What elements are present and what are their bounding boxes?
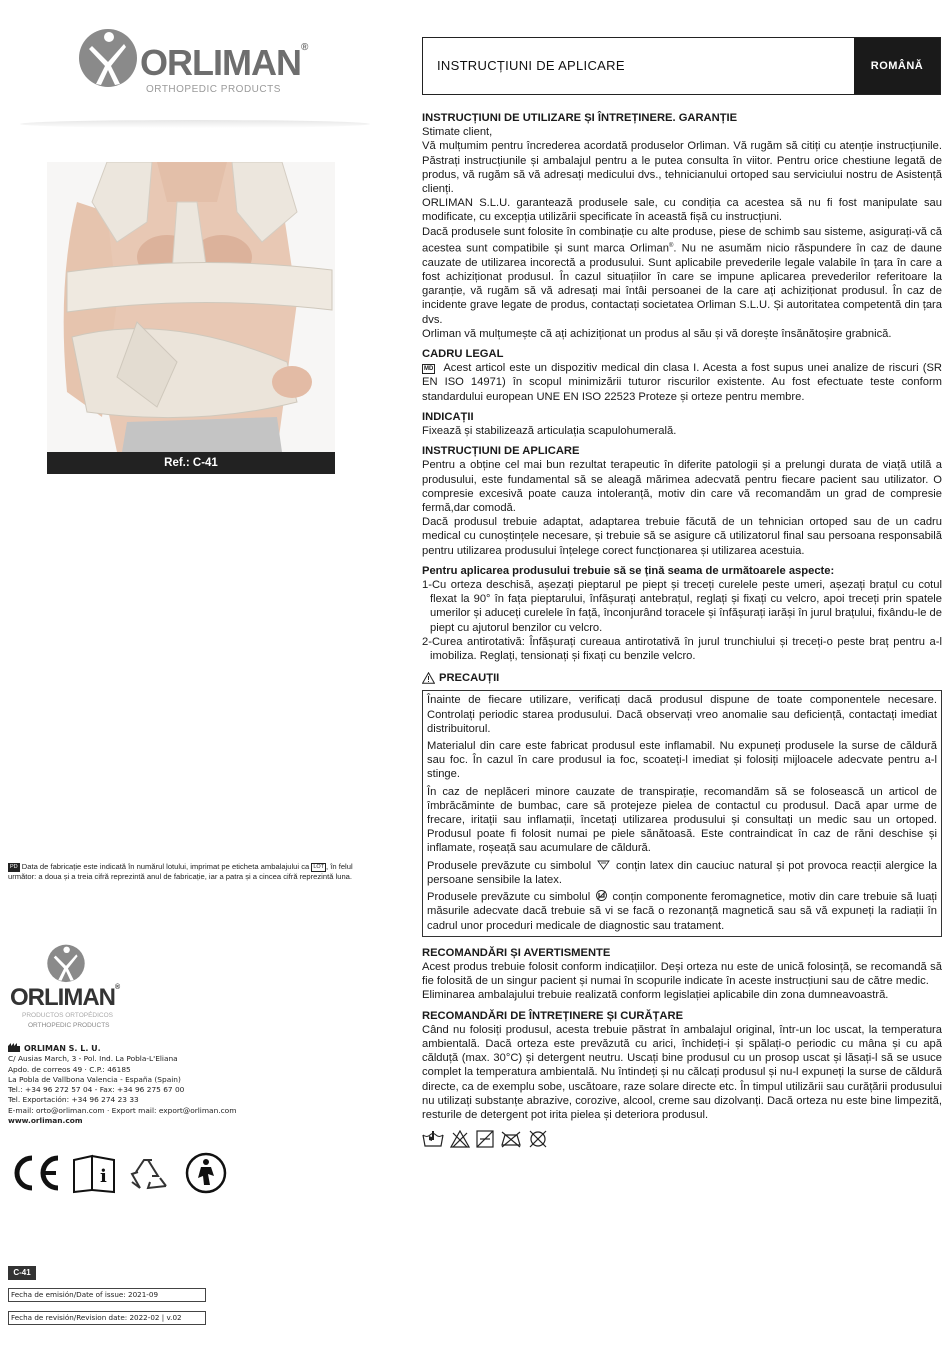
svg-text:i: i [100, 1166, 107, 1187]
no-tumble-dry-icon [476, 1130, 494, 1148]
adaptation-paragraph: Dacă produsul trebuie adaptat, adaptarea trebuie făcută de un tehnician ortoped sau de un cadru medical cu cunoștințele necesare, și trebuie să se asigure că utilizatorul final sau persoana responsabilă pentru utilizarea produsului înțelege corect funcționarea și utilizarea acestuia. [422, 516, 942, 557]
medical-device-icon: MD [424, 366, 434, 373]
care-symbols [422, 1130, 942, 1148]
company-email[interactable]: E-mail: orto@orliman.com · Export mail: export@orliman.com [8, 1105, 237, 1115]
precaution-item: Materialul din care este fabricat produsul este inflamabil. Nu expuneți produsele la surse de căldură sau foc. În cazul în care produsul ia foc, scoateți-l imediat și folosiți mijloacele adecvate pentru a-l stinge. [427, 740, 937, 781]
intro-title: INSTRUCȚIUNI DE UTILIZARE ȘI ÎNTREȚINERE. GARANȚIE [422, 112, 738, 124]
ce-mark-icon [17, 1158, 58, 1188]
manufacture-date-icon: PD [10, 864, 18, 870]
document-header [422, 37, 941, 95]
warning-icon [422, 672, 435, 684]
no-bleach-icon [450, 1130, 470, 1148]
indications-title: INDICAȚII [422, 410, 474, 423]
precautions-box [422, 690, 942, 936]
list-item: 2-Curea antirotativă: Înfășurați cureaua antirotativă în jurul trunchiului și treceți-o peste braț pentru a-l imobiliza. Reglați, tensionați și fixați cu benzile velcro. [422, 635, 942, 663]
product-reference: Ref.: C-41 [47, 452, 335, 474]
thanks-paragraph: Orliman vă mulțumește că ați achiziționat un produs al său și vă dorește însănătoșire grabnică. [422, 327, 892, 340]
no-iron-icon [500, 1130, 522, 1148]
recycle-person-icon [187, 1154, 225, 1192]
disposal-paragraph: Eliminarea ambalajului trebuie realizată conform legislației aplicabile din zona dumneavoastră. [422, 989, 889, 1002]
intro-greeting: Stimate client, [422, 126, 493, 139]
legal-title: CADRU LEGAL [422, 347, 504, 360]
brand-name: ORLIMAN® [140, 42, 308, 83]
brand-name: ORLIMAN® [10, 984, 120, 1011]
issue-date: Fecha de emisión/Date of issue: 2021-09 [8, 1288, 206, 1302]
precautions-title: PRECAUȚII [422, 671, 942, 685]
precaution-item: În caz de neplăceri minore cauzate de transpirație, recomandăm să se folosească un articol de îmbrăcăminte de bumbac, care să protejeze pielea de contactul cu produsul. Dacă apar urme de frecare, iritații sau inflamații, încetați utilizarea produsului și consultați un medic sau un ortoped. Produsul poate fi folosit numai pe piele sănătoasă. Este contraindicat în caz de răni deschise și inflamate, roșeață sau acumulare de căldură. [427, 785, 937, 855]
indications-text: Fixează și stabilizează articulația scapulohumerală. [422, 425, 677, 437]
certification-icons [8, 1152, 228, 1194]
orliman-logo-secondary [8, 944, 138, 1034]
hand-wash-icon [422, 1130, 444, 1148]
fabrication-note: PD Data de fabricație este indicată în numărul lotului, imprimat pe eticheta ambalajului ca LOT , în felul următor: a doua și a treia cifră reprezintă anul de fabricație, iar a patra și a cincea cifră reprezintă luna. [8, 862, 353, 882]
language-badge: ROMÂNĂ [854, 38, 940, 94]
brand-subtitle: ORTHOPEDIC PRODUCTS [146, 84, 281, 95]
precaution-item: Produsele prevăzute cu simbolul conțin componente feromagnetice, motiv din care trebuie să luați măsurile adecvate dacă trebuie să vi se facă o rezonanță magnetică sau să vă expuneți la radiații în cadrul unor proceduri medicale de diagnostic sau tratament. [427, 891, 938, 932]
company-info [8, 1043, 308, 1126]
warranty-paragraph: ORLIMAN S.L.U. garantează produsele sale, cu condiția ca acestea să nu fi fost manipulate sau modificate, cu excepția utilizării specificate în această fișă cu instrucțiuni. [422, 197, 942, 224]
orliman-logo [78, 28, 318, 98]
company-address-line: C/ Ausias March, 3 - Pol. Ind. La Pobla-L'Eliana [8, 1054, 178, 1064]
company-name: ORLIMAN S. L. U. [8, 1043, 308, 1054]
recommendations-paragraph: Acest produs trebuie folosit conform indicațiilor. Deși orteza nu este de unică folosință, se recomandă să fie folosită de un singur pacient și numai în scopurile indicate în aceste instrucțiuni sau de către medic. [422, 960, 942, 988]
list-item: 1-Cu orteza deschisă, așezați pieptarul pe piept și treceți curelele peste umeri, așezați brațul cu cotul flexat la 90° în fața pieptarului, înfășurați antebrațul, reglați și fixați cu velcro, apoi treceți prin spatele umerilor și aduceți curelele în față, înconjurând toracele și înfășurați iarăși în jurul brațului, fixându-le de piept cu ajutorul benzilor cu velcro. [422, 579, 942, 634]
company-export-phone: Tel. Exportación: +34 96 274 23 33 [8, 1095, 139, 1105]
instructions-icon [74, 1156, 114, 1192]
brand-subtitle-es: PRODUCTOS ORTOPÉDICOS [22, 1012, 114, 1019]
divider [20, 120, 370, 128]
steps-title: Pentru aplicarea produsului trebuie să se țină seama de următoarele aspecte: [422, 564, 835, 577]
care-paragraph: Când nu folosiți produsul, acesta trebuie păstrat în ambalajul original, într-un loc uscat, la temperatura ambientală. Dacă orteza este prevăzută cu arici, închideți-i și spălați-o periodic cu mâna și cu apă călduță (max. 30°C) și detergent neutru. Uscați bine produsul cu un prosop uscat și lăsați-l să se usuce complet la temperatura ambientală. Nu întindeți și nu călcați produsul și nu-l expuneți la surse de căldură directe, ca de exemplu sobe, uscătoare, raze solare directe etc. În timpul utilizării sau curățării produsului nu utilizați substanțe abrazive, corozive, alcool, creme sau dizolvanți. Dacă orteza nu este bine limpezită, resturile de detergent pot irita pielea și deteriora produsul. [422, 1023, 942, 1121]
precaution-item: Produsele prevăzute cu simbolul conțin latex din cauciuc natural și pot provoca reacții alergice la persoane sensibile la latex. [427, 859, 938, 886]
application-paragraph: Pentru a obține cel mai bun rezultat terapeutic în diferite patologii și a prelungi durata de viață utilă a produsului, este fundamental să se aleagă mărimea adecvată pentru fiecare pacient sau utilizator. O compresie excesivă poate cauza intoleranță, motiv din care vă recomandăm un grad de compresie fermă,dar comodă. [422, 459, 942, 515]
compatibility-paragraph: Dacă produsele sunt folosite în combinație cu alte produse, piese de schimb sau sisteme, asigurați-vă că acestea sunt compatibile și sunt marca Orliman®. Nu ne asumăm nicio răspundere în caz de daune cauzate de utilizarea incorectă a produsului. Sunt aplicabile prevederile legale valabile în țara în care a fost achiziționat produsul. În cazul situațiilor în care se impune aplicarea prevederilor referitoare la garanție, vă rugăm să vă adresați mai întâi persoanei de la care ați achiziționat produsul. În caz de incidente grave legate de produs, contactați societatea Orliman S.L.U. Și autoritatea competentă din țara dvs. [422, 225, 942, 326]
company-address-line: La Pobla de Vallbona Valencia - España (Spain) [8, 1074, 181, 1084]
company-address-line: Apdo. de correos 49 · C.P.: 46185 [8, 1064, 131, 1074]
application-title: INSTRUCȚIUNI DE APLICARE [422, 445, 580, 458]
no-dry-clean-icon [528, 1130, 548, 1148]
revision-date: Fecha de revisión/Revision date: 2022-02 | v.02 [8, 1311, 206, 1325]
legal-paragraph: MD Acest articol este un dispozitiv medical din clasa I. Acesta a fost supus unei analize de riscuri (SR EN ISO 14971) în scopul minimizării tuturor riscurilor existente. Au fost efectuate teste conform standardului european UNE EN ISO 22523 Proteze și orteze pentru membre. [422, 362, 942, 403]
recycle-icon [132, 1160, 166, 1188]
manufacturer-icon [8, 1043, 20, 1052]
product-code-badge: C-41 [8, 1266, 36, 1280]
orliman-figure-icon [46, 944, 86, 984]
care-title: RECOMANDĂRI DE ÎNTREȚINERE ȘI CURĂȚARE [422, 1009, 684, 1022]
brand-subtitle: ORTHOPEDIC PRODUCTS [28, 1022, 110, 1029]
company-phone: Tel.: +34 96 272 57 04 - Fax: +34 96 275 67 00 [8, 1085, 185, 1095]
instructions-content [422, 111, 942, 1148]
company-website[interactable]: www.orliman.com [8, 1116, 83, 1126]
product-photo [47, 162, 335, 452]
intro-paragraph: Vă mulțumim pentru încrederea acordată produselor Orliman. Vă rugăm să citiți cu atenție instrucțiunile. Păstrați instrucțiunile și ambalajul pentru a le putea consulta în viitor. Pentru orice chestiune legată de produs, vă rugăm să vă adresați medicului dvs., tehnicianului ortoped sau serviciului nostru de Asistență clienți. [422, 140, 942, 196]
precaution-item: Înainte de fiecare utilizare, verificați dacă produsul dispune de toate componentele necesare. Controlați periodic starea produsului. Dacă observați vreo anomalie sau deficiență, contactați imediat distribuitorul. [427, 694, 937, 735]
lot-badge: LOT [313, 864, 325, 870]
page-title: INSTRUCȚIUNI DE APLICARE [437, 58, 625, 73]
recommendations-title: RECOMANDĂRI ȘI AVERTISMENTE [422, 946, 611, 959]
application-steps [422, 578, 942, 663]
orliman-figure-icon [78, 28, 138, 90]
magnetic-icon [596, 890, 607, 901]
latex-icon [597, 860, 610, 870]
